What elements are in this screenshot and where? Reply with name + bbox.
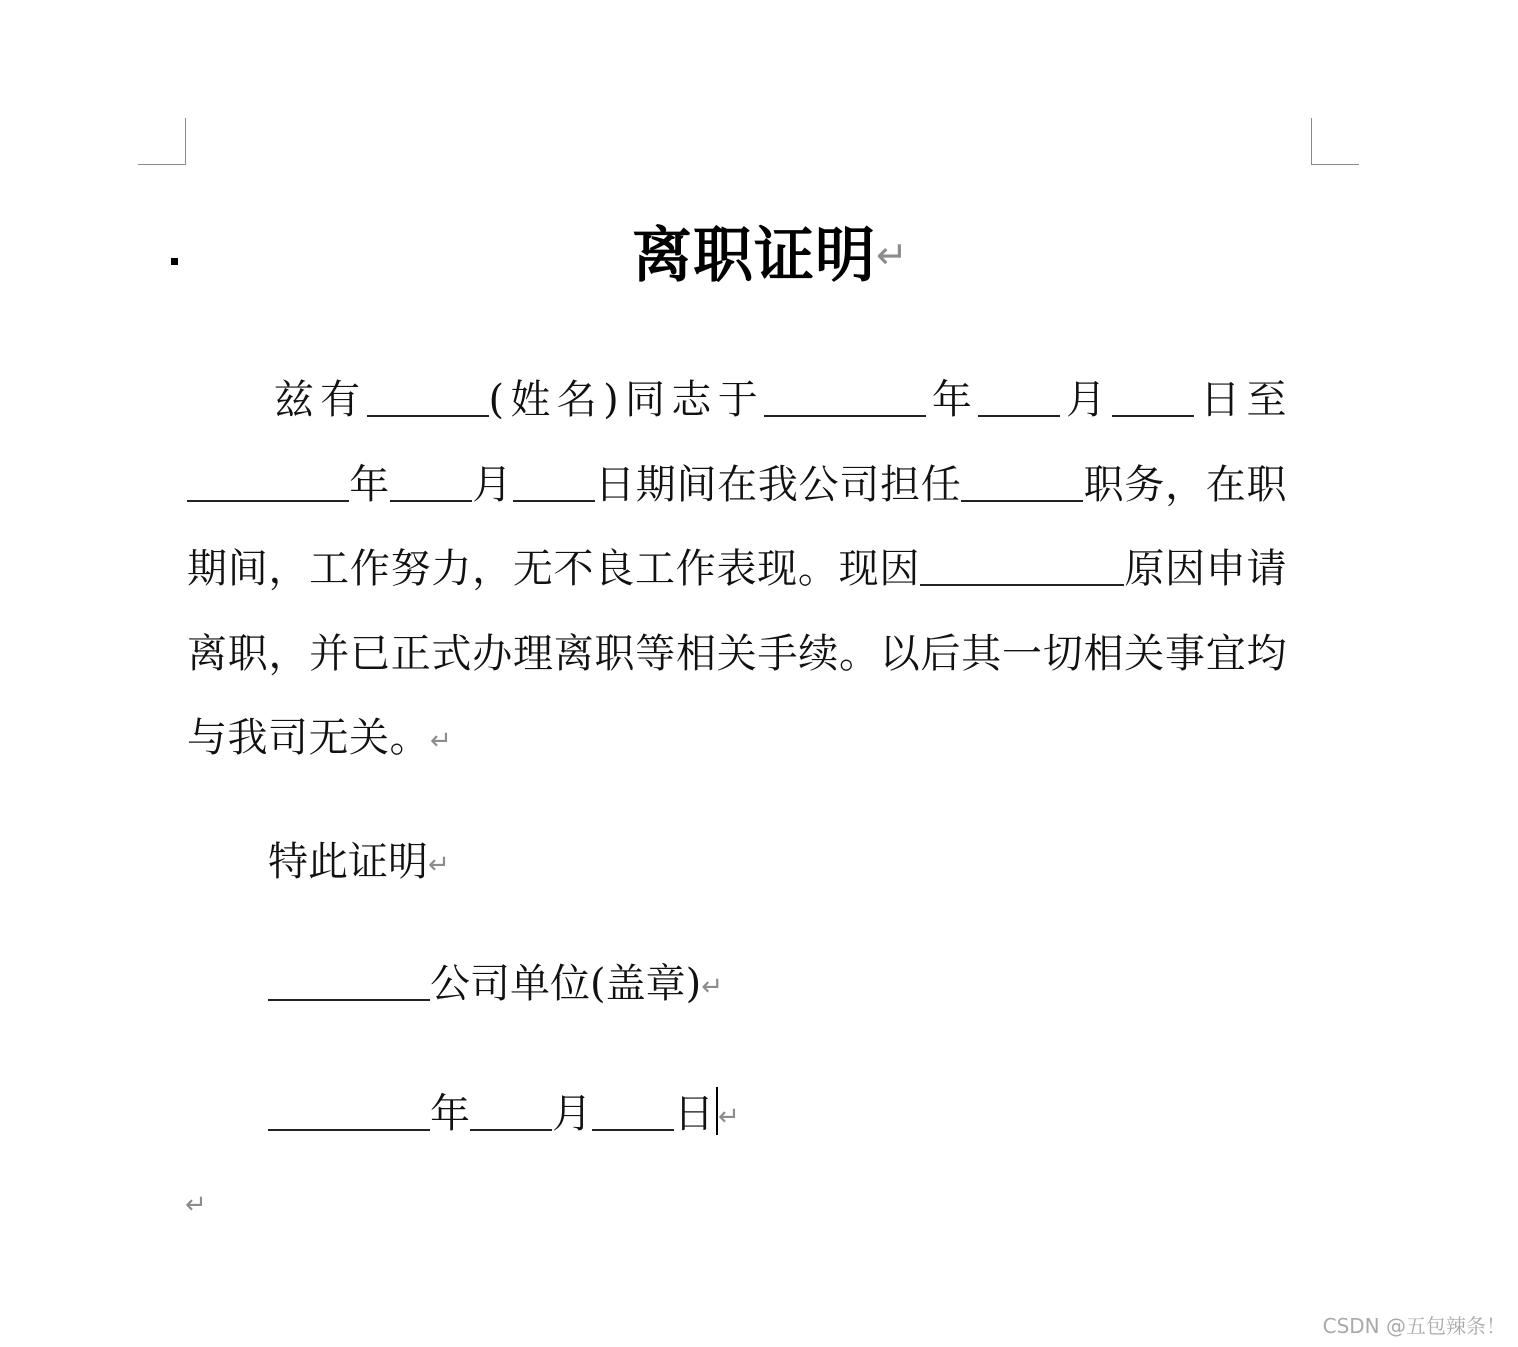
blank-end-day <box>513 468 595 502</box>
date-line[interactable] <box>268 1087 740 1135</box>
body-paragraph[interactable] <box>187 358 1287 784</box>
margin-corner-top-left <box>138 118 186 165</box>
blank-sign-day <box>592 1097 674 1131</box>
body-text-3: 年 <box>926 377 979 423</box>
blank-sign-month <box>470 1097 552 1131</box>
company-seal-line[interactable] <box>268 961 724 1007</box>
blank-sign-year <box>268 1097 430 1131</box>
body-text-5: 日至 <box>1194 377 1288 423</box>
blank-end-year <box>187 468 349 502</box>
date-month-label: 月 <box>552 1091 592 1137</box>
margin-corner-top-right <box>1311 118 1359 165</box>
body-text-4: 月 <box>1060 377 1113 423</box>
company-seal-label: 公司单位(盖章) <box>430 961 702 1007</box>
blank-start-day <box>1112 383 1194 417</box>
watermark: CSDN @五包辣条！ <box>1322 1314 1506 1338</box>
blank-company <box>268 967 430 1001</box>
title-text: 离职证明 <box>632 221 876 291</box>
date-year-label: 年 <box>430 1091 470 1137</box>
date-day-label: 日 <box>674 1091 714 1137</box>
body-text-9: 职务，在职期间，工作努力，无不良工作表现。现因 <box>187 461 1288 592</box>
empty-paragraph-mark-icon: ↵ <box>185 1190 207 1220</box>
body-text-6: 年 <box>349 461 390 508</box>
body-text-2: (姓名)同志于 <box>488 377 765 423</box>
special-statement-line[interactable] <box>268 839 450 885</box>
blank-reason <box>920 552 1124 586</box>
special-statement: 特此证明 <box>268 839 428 885</box>
blank-start-year <box>764 383 926 417</box>
blank-start-month <box>978 383 1060 417</box>
paragraph-mark-icon: ↵ <box>876 233 909 277</box>
blank-position <box>961 468 1083 502</box>
body-text-10: 原因申请离职，并已正式办理离职等相关手续。以后其一切相关事宜均与我司无关。 <box>187 546 1288 761</box>
paragraph-mark-icon: ↵ <box>428 850 450 880</box>
paragraph-mark-icon: ↵ <box>430 726 453 756</box>
blank-name <box>367 383 489 417</box>
paragraph-mark-icon: ↵ <box>718 1102 740 1132</box>
document-title[interactable] <box>632 221 909 291</box>
body-text-7: 月 <box>471 461 513 508</box>
body-text-1: 兹有 <box>268 377 367 423</box>
blank-end-month <box>390 468 472 502</box>
paragraph-bullet-mark <box>171 258 178 265</box>
paragraph-mark-icon: ↵ <box>701 972 724 1002</box>
body-text-8: 日期间在我公司担任 <box>594 461 962 508</box>
